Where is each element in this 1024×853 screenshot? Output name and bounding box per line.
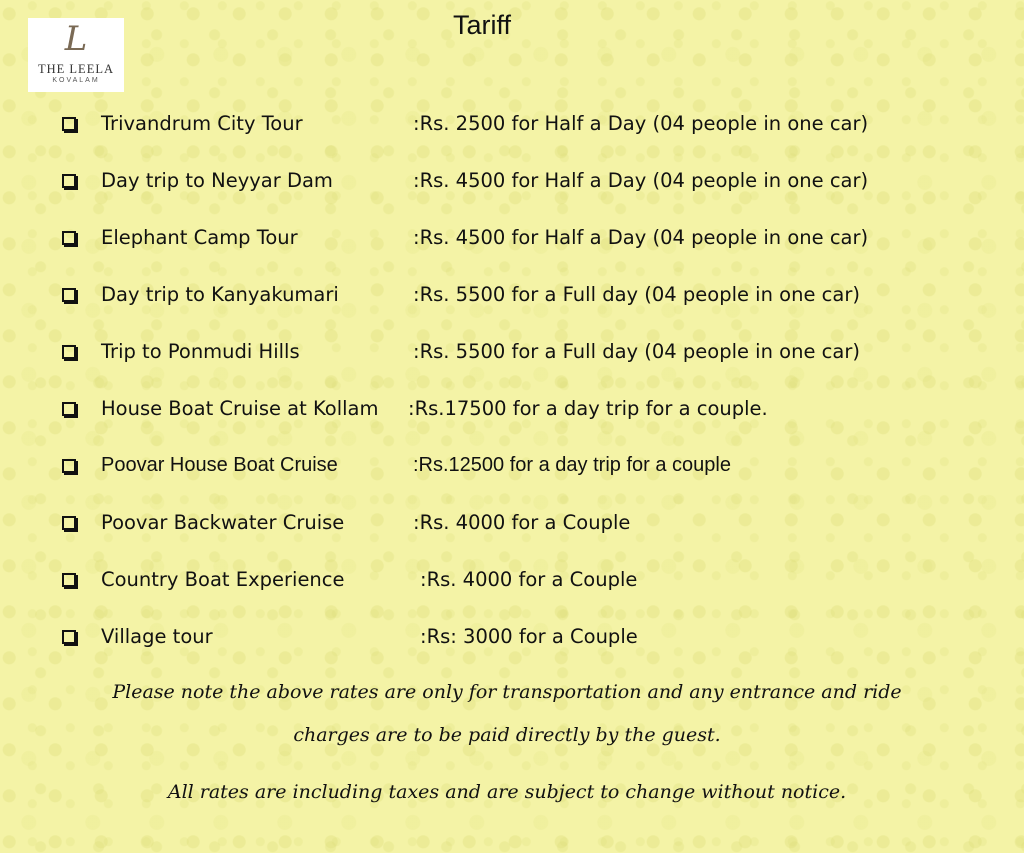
tour-rate: :Rs. 2500 for Half a Day (04 people in one car) [413, 112, 869, 135]
checkbox-bullet-icon [62, 402, 76, 416]
logo-name: THE LEELA [38, 62, 114, 76]
checkbox-bullet-icon [62, 174, 76, 188]
tour-name: Village tour [101, 625, 213, 648]
tour-name: Poovar House Boat Cruise [101, 454, 338, 476]
tour-name: Elephant Camp Tour [101, 226, 298, 249]
tour-name: Trip to Ponmudi Hills [101, 340, 300, 363]
tour-rate: :Rs. 5500 for a Full day (04 people in one car) [413, 283, 860, 306]
taxes-note: All rates are including taxes and are subject to change without notice. [167, 781, 847, 803]
tour-name: Day trip to Kanyakumari [101, 283, 339, 306]
checkbox-bullet-icon [62, 459, 76, 473]
tour-name: Country Boat Experience [101, 568, 345, 591]
tour-rate: :Rs. 4000 for a Couple [420, 568, 638, 591]
page-title: Tariff [452, 10, 512, 40]
tour-rate: :Rs. 5500 for a Full day (04 people in one car) [413, 340, 860, 363]
checkbox-bullet-icon [62, 630, 76, 644]
tour-rate: :Rs: 3000 for a Couple [420, 625, 638, 648]
tour-rate: :Rs.17500 for a day trip for a couple. [408, 397, 768, 420]
checkbox-bullet-icon [62, 573, 76, 587]
checkbox-bullet-icon [62, 231, 76, 245]
leela-monogram: L [64, 19, 88, 59]
checkbox-bullet-icon [62, 288, 76, 302]
tour-name: House Boat Cruise at Kollam [101, 397, 379, 420]
tour-name: Day trip to Neyyar Dam [101, 169, 333, 192]
tour-rate: :Rs. 4500 for Half a Day (04 people in one car) [413, 226, 869, 249]
tour-rate: :Rs. 4500 for Half a Day (04 people in one car) [413, 169, 869, 192]
checkbox-bullet-icon [62, 516, 76, 530]
tour-name: Poovar Backwater Cruise [101, 511, 345, 534]
tour-rate: :Rs.12500 for a day trip for a couple [413, 454, 731, 476]
transport-note-line-1: Please note the above rates are only for transportation and any entrance and ride [112, 681, 902, 703]
transport-note-line-2: charges are to be paid directly by the guest. [293, 724, 721, 746]
logo-subtitle: KOVALAM [52, 77, 100, 84]
checkbox-bullet-icon [62, 117, 76, 131]
tour-name: Trivandrum City Tour [101, 112, 303, 135]
tour-rate: :Rs. 4000 for a Couple [413, 511, 631, 534]
checkbox-bullet-icon [62, 345, 76, 359]
